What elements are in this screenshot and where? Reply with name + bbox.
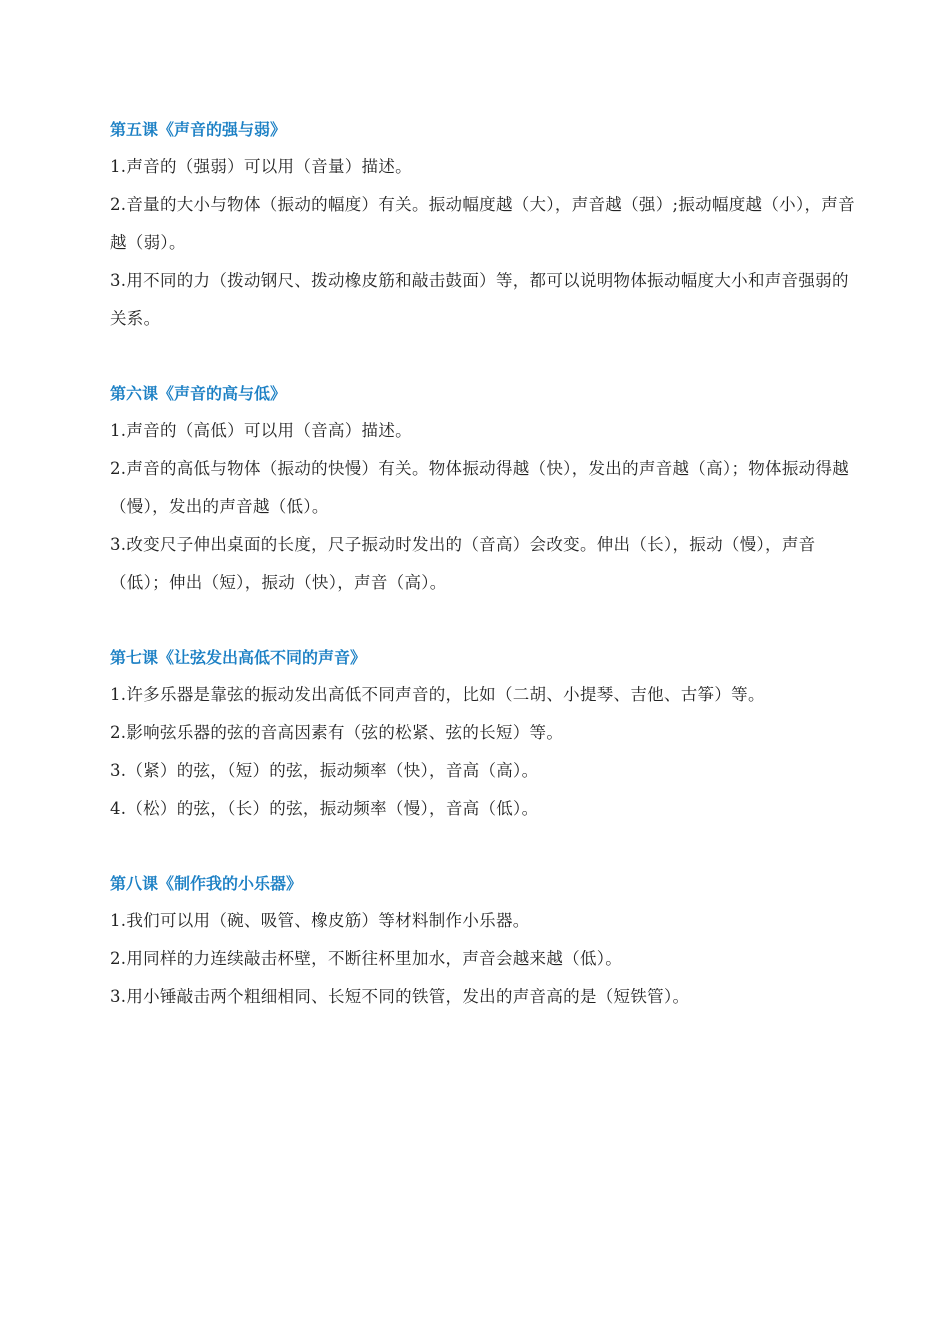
lesson-5-section xyxy=(110,112,860,338)
lesson-8-item-2: 2.用同样的力连续敲击杯壁，不断往杯里加水，声音会越来越（低）。 xyxy=(110,949,623,968)
lesson-5-item-1: 1.声音的（强弱）可以用（音量）描述。 xyxy=(110,157,412,176)
lesson-6-item-1: 1.声音的（高低）可以用（音高）描述。 xyxy=(110,421,412,440)
lesson-7-item-2: 2.影响弦乐器的弦的音高因素有（弦的松紧、弦的长短）等。 xyxy=(110,723,564,742)
lesson-5-title: 第五课《声音的强与弱》 xyxy=(110,120,287,139)
lesson-7-item-4: 4.（松）的弦，（长）的弦，振动频率（慢），音高（低）。 xyxy=(110,799,539,818)
lesson-7-item-1: 1.许多乐器是靠弦的振动发出高低不同声音的，比如（二胡、小提琴、吉他、古筝）等。 xyxy=(110,685,765,704)
lesson-7-item-3: 3.（紧）的弦，（短）的弦，振动频率（快），音高（高）。 xyxy=(110,761,539,780)
lesson-5-item-2: 2.音量的大小与物体（振动的幅度）有关。振动幅度越（大），声音越（强）;振动幅度越（小），声音越（弱）。 xyxy=(110,195,855,252)
lesson-6-item-2: 2.声音的高低与物体（振动的快慢）有关。物体振动得越（快），发出的声音越（高）；物体振动得越（慢），发出的声音越（低）。 xyxy=(110,459,850,516)
lesson-7-title: 第七课《让弦发出高低不同的声音》 xyxy=(110,648,367,667)
lesson-6-item-3: 3.改变尺子伸出桌面的长度，尺子振动时发出的（音高）会改变。伸出（长），振动（慢），声音（低）；伸出（短），振动（快），声音（高）。 xyxy=(110,535,816,592)
document-page xyxy=(110,112,860,1054)
lesson-8-item-1: 1.我们可以用（碗、吸管、橡皮筋）等材料制作小乐器。 xyxy=(110,911,530,930)
lesson-6-section xyxy=(110,376,860,602)
lesson-5-item-3: 3.用不同的力（拨动钢尺、拨动橡皮筋和敲击鼓面）等，都可以说明物体振动幅度大小和声音强弱的关系。 xyxy=(110,271,849,328)
lesson-6-title: 第六课《声音的高与低》 xyxy=(110,384,287,403)
lesson-8-section xyxy=(110,866,860,1016)
lesson-8-title: 第八课《制作我的小乐器》 xyxy=(110,874,303,893)
lesson-7-section xyxy=(110,640,860,828)
lesson-8-item-3: 3.用小锤敲击两个粗细相同、长短不同的铁管，发出的声音高的是（短铁管）。 xyxy=(110,987,690,1006)
